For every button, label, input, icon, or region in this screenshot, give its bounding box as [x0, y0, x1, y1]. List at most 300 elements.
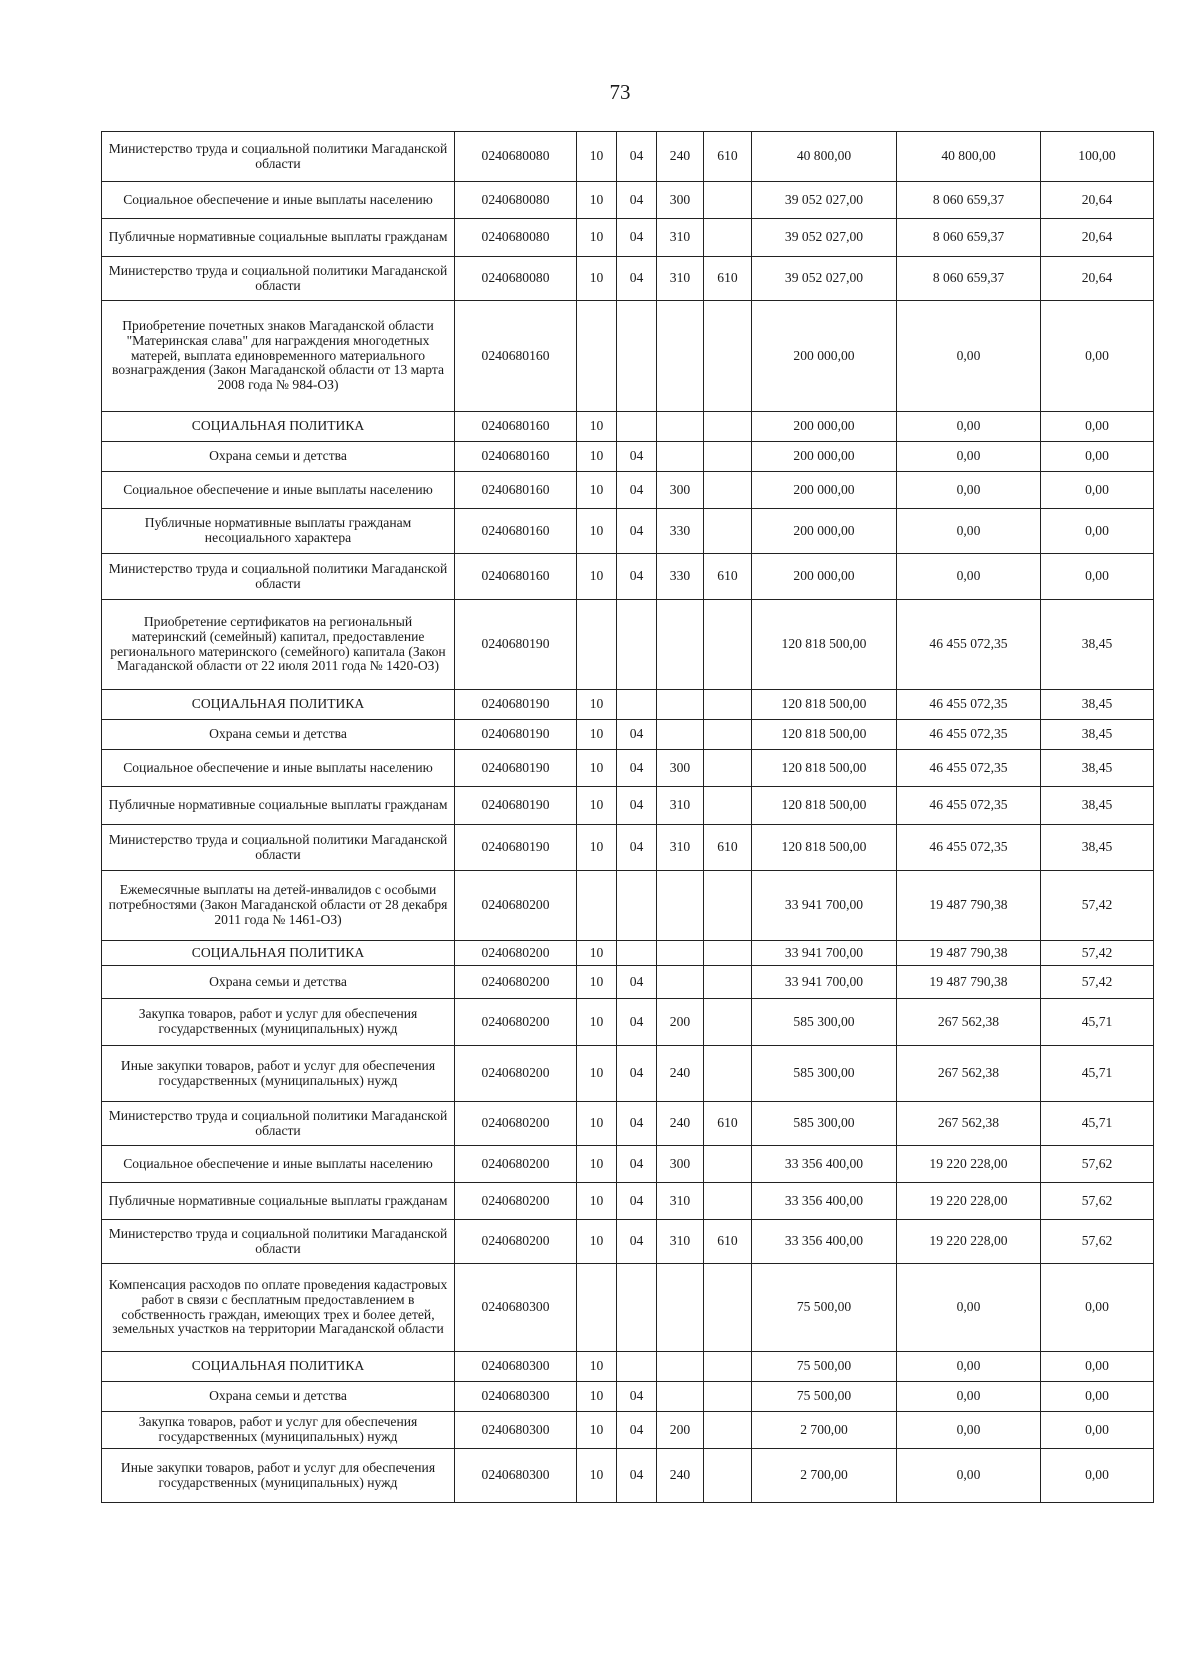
row-plan-amount: 39 052 027,00 — [752, 219, 897, 257]
row-section: 10 — [577, 720, 617, 750]
row-target-code: 0240680200 — [455, 1146, 577, 1183]
row-actual-amount: 8 060 659,37 — [897, 257, 1041, 301]
row-target-code: 0240680200 — [455, 966, 577, 999]
row-section: 10 — [577, 941, 617, 966]
row-section: 10 — [577, 1382, 617, 1412]
row-percent: 57,42 — [1041, 941, 1154, 966]
row-actual-amount: 267 562,38 — [897, 999, 1041, 1046]
row-subsection — [617, 412, 657, 442]
table-row — [102, 472, 1154, 509]
row-expense-type: 300 — [657, 182, 704, 219]
row-actual-amount: 8 060 659,37 — [897, 182, 1041, 219]
row-subsection: 04 — [617, 720, 657, 750]
row-admin-code — [704, 720, 752, 750]
row-admin-code — [704, 1382, 752, 1412]
row-section — [577, 1264, 617, 1352]
row-actual-amount: 46 455 072,35 — [897, 825, 1041, 871]
row-target-code: 0240680200 — [455, 1046, 577, 1102]
row-subsection: 04 — [617, 1412, 657, 1449]
row-plan-amount: 200 000,00 — [752, 442, 897, 472]
row-name: Охрана семьи и детства — [102, 720, 455, 750]
row-admin-code: 610 — [704, 132, 752, 182]
row-admin-code — [704, 999, 752, 1046]
row-plan-amount: 200 000,00 — [752, 472, 897, 509]
row-plan-amount: 200 000,00 — [752, 509, 897, 554]
row-actual-amount: 46 455 072,35 — [897, 720, 1041, 750]
row-section: 10 — [577, 750, 617, 787]
row-plan-amount: 200 000,00 — [752, 554, 897, 600]
row-section: 10 — [577, 787, 617, 825]
row-actual-amount: 46 455 072,35 — [897, 690, 1041, 720]
row-name: Закупка товаров, работ и услуг для обеспечения государственных (муниципальных) нужд — [102, 1412, 455, 1449]
table-row — [102, 412, 1154, 442]
row-target-code: 0240680080 — [455, 132, 577, 182]
table-row — [102, 1183, 1154, 1220]
row-name: Приобретение сертификатов на региональный материнский (семейный) капитал, предоставление регионального материнского (семейного) капитала (Закон Магаданской области от 22 июля 2011 года № 1420-ОЗ) — [102, 600, 455, 690]
row-expense-type: 240 — [657, 1046, 704, 1102]
row-subsection — [617, 690, 657, 720]
row-expense-type: 310 — [657, 825, 704, 871]
row-actual-amount: 0,00 — [897, 1412, 1041, 1449]
row-target-code: 0240680190 — [455, 825, 577, 871]
row-expense-type: 300 — [657, 750, 704, 787]
row-name: Социальное обеспечение и иные выплаты населению — [102, 750, 455, 787]
row-percent: 57,62 — [1041, 1183, 1154, 1220]
row-actual-amount: 19 220 228,00 — [897, 1183, 1041, 1220]
row-plan-amount: 75 500,00 — [752, 1382, 897, 1412]
row-expense-type: 310 — [657, 1220, 704, 1264]
row-subsection: 04 — [617, 182, 657, 219]
row-admin-code — [704, 690, 752, 720]
row-percent: 100,00 — [1041, 132, 1154, 182]
row-subsection: 04 — [617, 509, 657, 554]
row-name: Компенсация расходов по оплате проведения кадастровых работ в связи с бесплатным предоставлением в собственность граждан, имеющих трех и более детей, земельных участков на территории Магаданской области — [102, 1264, 455, 1352]
row-admin-code — [704, 182, 752, 219]
row-target-code: 0240680160 — [455, 509, 577, 554]
row-expense-type: 330 — [657, 554, 704, 600]
row-target-code: 0240680080 — [455, 219, 577, 257]
row-section: 10 — [577, 219, 617, 257]
row-admin-code — [704, 871, 752, 941]
row-name: Охрана семьи и детства — [102, 442, 455, 472]
row-name: Министерство труда и социальной политики Магаданской области — [102, 132, 455, 182]
table-row — [102, 787, 1154, 825]
row-expense-type: 310 — [657, 257, 704, 301]
row-percent: 0,00 — [1041, 1412, 1154, 1449]
row-actual-amount: 0,00 — [897, 472, 1041, 509]
row-subsection: 04 — [617, 999, 657, 1046]
row-admin-code — [704, 509, 752, 554]
row-plan-amount: 33 941 700,00 — [752, 941, 897, 966]
row-subsection: 04 — [617, 1102, 657, 1146]
row-section: 10 — [577, 825, 617, 871]
table-row — [102, 690, 1154, 720]
row-name: Социальное обеспечение и иные выплаты населению — [102, 182, 455, 219]
row-section — [577, 600, 617, 690]
row-percent: 57,42 — [1041, 871, 1154, 941]
row-percent: 0,00 — [1041, 509, 1154, 554]
row-plan-amount: 33 941 700,00 — [752, 966, 897, 999]
table-row — [102, 257, 1154, 301]
row-actual-amount: 19 487 790,38 — [897, 966, 1041, 999]
row-target-code: 0240680300 — [455, 1449, 577, 1503]
row-plan-amount: 120 818 500,00 — [752, 720, 897, 750]
row-section — [577, 301, 617, 412]
row-admin-code — [704, 442, 752, 472]
row-subsection: 04 — [617, 554, 657, 600]
row-percent: 38,45 — [1041, 600, 1154, 690]
row-admin-code: 610 — [704, 1102, 752, 1146]
row-section: 10 — [577, 182, 617, 219]
row-target-code: 0240680200 — [455, 871, 577, 941]
row-section: 10 — [577, 1352, 617, 1382]
row-plan-amount: 120 818 500,00 — [752, 600, 897, 690]
row-subsection: 04 — [617, 787, 657, 825]
row-admin-code — [704, 472, 752, 509]
row-expense-type: 310 — [657, 219, 704, 257]
row-target-code: 0240680160 — [455, 442, 577, 472]
row-target-code: 0240680200 — [455, 1220, 577, 1264]
row-target-code: 0240680160 — [455, 301, 577, 412]
row-admin-code — [704, 1183, 752, 1220]
row-expense-type — [657, 442, 704, 472]
row-actual-amount: 46 455 072,35 — [897, 750, 1041, 787]
row-section: 10 — [577, 1102, 617, 1146]
row-admin-code — [704, 941, 752, 966]
row-plan-amount: 585 300,00 — [752, 999, 897, 1046]
row-target-code: 0240680190 — [455, 720, 577, 750]
row-target-code: 0240680300 — [455, 1352, 577, 1382]
row-name: Публичные нормативные социальные выплаты гражданам — [102, 787, 455, 825]
row-percent: 38,45 — [1041, 690, 1154, 720]
budget-table — [101, 131, 1154, 1503]
row-actual-amount: 0,00 — [897, 301, 1041, 412]
table-row — [102, 941, 1154, 966]
row-percent: 57,42 — [1041, 966, 1154, 999]
row-plan-amount: 39 052 027,00 — [752, 182, 897, 219]
row-percent: 57,62 — [1041, 1146, 1154, 1183]
row-plan-amount: 2 700,00 — [752, 1412, 897, 1449]
row-section: 10 — [577, 1449, 617, 1503]
row-name: Иные закупки товаров, работ и услуг для обеспечения государственных (муниципальных) нужд — [102, 1449, 455, 1503]
row-subsection: 04 — [617, 257, 657, 301]
row-target-code: 0240680200 — [455, 1183, 577, 1220]
row-actual-amount: 0,00 — [897, 412, 1041, 442]
table-row — [102, 132, 1154, 182]
row-name: Министерство труда и социальной политики Магаданской области — [102, 257, 455, 301]
row-name: Министерство труда и социальной политики Магаданской области — [102, 1102, 455, 1146]
row-subsection: 04 — [617, 132, 657, 182]
row-subsection — [617, 301, 657, 412]
row-subsection: 04 — [617, 966, 657, 999]
row-subsection: 04 — [617, 1220, 657, 1264]
row-percent: 0,00 — [1041, 554, 1154, 600]
row-plan-amount: 2 700,00 — [752, 1449, 897, 1503]
row-expense-type: 240 — [657, 1449, 704, 1503]
row-section: 10 — [577, 1046, 617, 1102]
row-plan-amount: 75 500,00 — [752, 1352, 897, 1382]
row-actual-amount: 19 220 228,00 — [897, 1146, 1041, 1183]
row-percent: 0,00 — [1041, 1382, 1154, 1412]
table-row — [102, 1412, 1154, 1449]
row-name: Закупка товаров, работ и услуг для обеспечения государственных (муниципальных) нужд — [102, 999, 455, 1046]
row-plan-amount: 40 800,00 — [752, 132, 897, 182]
row-admin-code — [704, 750, 752, 787]
row-percent: 20,64 — [1041, 219, 1154, 257]
row-admin-code — [704, 1046, 752, 1102]
table-row — [102, 999, 1154, 1046]
row-admin-code — [704, 412, 752, 442]
row-admin-code: 610 — [704, 1220, 752, 1264]
table-row — [102, 720, 1154, 750]
row-name: Ежемесячные выплаты на детей-инвалидов с особыми потребностями (Закон Магаданской области от 28 декабря 2011 года № 1461-ОЗ) — [102, 871, 455, 941]
row-target-code: 0240680200 — [455, 999, 577, 1046]
row-name: Министерство труда и социальной политики Магаданской области — [102, 1220, 455, 1264]
row-plan-amount: 120 818 500,00 — [752, 750, 897, 787]
row-admin-code — [704, 787, 752, 825]
row-expense-type: 240 — [657, 1102, 704, 1146]
row-actual-amount: 0,00 — [897, 509, 1041, 554]
row-percent: 0,00 — [1041, 1264, 1154, 1352]
row-target-code: 0240680080 — [455, 257, 577, 301]
row-name: Министерство труда и социальной политики Магаданской области — [102, 554, 455, 600]
row-subsection — [617, 941, 657, 966]
row-section: 10 — [577, 509, 617, 554]
row-expense-type — [657, 412, 704, 442]
row-section: 10 — [577, 1412, 617, 1449]
table-row — [102, 750, 1154, 787]
row-expense-type — [657, 966, 704, 999]
row-section: 10 — [577, 257, 617, 301]
row-admin-code — [704, 600, 752, 690]
row-section: 10 — [577, 412, 617, 442]
row-name: СОЦИАЛЬНАЯ ПОЛИТИКА — [102, 412, 455, 442]
table-row — [102, 301, 1154, 412]
row-expense-type — [657, 301, 704, 412]
row-expense-type — [657, 871, 704, 941]
row-percent: 0,00 — [1041, 412, 1154, 442]
row-plan-amount: 585 300,00 — [752, 1046, 897, 1102]
table-row — [102, 509, 1154, 554]
table-row — [102, 1352, 1154, 1382]
table-row — [102, 1046, 1154, 1102]
row-expense-type: 310 — [657, 1183, 704, 1220]
row-section: 10 — [577, 1146, 617, 1183]
row-target-code: 0240680300 — [455, 1412, 577, 1449]
row-expense-type: 240 — [657, 132, 704, 182]
table-body — [102, 132, 1154, 1503]
row-expense-type: 330 — [657, 509, 704, 554]
row-expense-type: 300 — [657, 472, 704, 509]
row-percent: 0,00 — [1041, 1352, 1154, 1382]
row-admin-code: 610 — [704, 554, 752, 600]
row-admin-code — [704, 219, 752, 257]
row-target-code: 0240680160 — [455, 412, 577, 442]
row-expense-type — [657, 941, 704, 966]
row-expense-type: 310 — [657, 787, 704, 825]
table-row — [102, 182, 1154, 219]
row-target-code: 0240680080 — [455, 182, 577, 219]
row-subsection: 04 — [617, 219, 657, 257]
row-actual-amount: 8 060 659,37 — [897, 219, 1041, 257]
row-percent: 20,64 — [1041, 257, 1154, 301]
row-section: 10 — [577, 472, 617, 509]
row-subsection: 04 — [617, 1449, 657, 1503]
table-row — [102, 1449, 1154, 1503]
row-percent: 38,45 — [1041, 825, 1154, 871]
row-name: Публичные нормативные социальные выплаты гражданам — [102, 219, 455, 257]
row-subsection: 04 — [617, 472, 657, 509]
row-subsection: 04 — [617, 1183, 657, 1220]
row-plan-amount: 33 941 700,00 — [752, 871, 897, 941]
table-row — [102, 219, 1154, 257]
row-actual-amount: 0,00 — [897, 442, 1041, 472]
row-subsection: 04 — [617, 1146, 657, 1183]
row-target-code: 0240680200 — [455, 941, 577, 966]
row-expense-type — [657, 690, 704, 720]
row-section: 10 — [577, 966, 617, 999]
row-plan-amount: 200 000,00 — [752, 301, 897, 412]
row-subsection — [617, 871, 657, 941]
table-row — [102, 600, 1154, 690]
row-name: Охрана семьи и детства — [102, 966, 455, 999]
row-percent: 0,00 — [1041, 442, 1154, 472]
row-section: 10 — [577, 690, 617, 720]
table-row — [102, 554, 1154, 600]
row-actual-amount: 46 455 072,35 — [897, 787, 1041, 825]
table-row — [102, 1382, 1154, 1412]
row-target-code: 0240680160 — [455, 472, 577, 509]
table-row — [102, 442, 1154, 472]
row-expense-type: 200 — [657, 999, 704, 1046]
row-section: 10 — [577, 554, 617, 600]
row-actual-amount: 0,00 — [897, 1352, 1041, 1382]
row-subsection: 04 — [617, 825, 657, 871]
row-expense-type — [657, 1264, 704, 1352]
row-subsection: 04 — [617, 750, 657, 787]
row-name: СОЦИАЛЬНАЯ ПОЛИТИКА — [102, 1352, 455, 1382]
row-admin-code — [704, 1146, 752, 1183]
row-name: СОЦИАЛЬНАЯ ПОЛИТИКА — [102, 941, 455, 966]
row-subsection — [617, 1352, 657, 1382]
row-target-code: 0240680190 — [455, 600, 577, 690]
row-target-code: 0240680190 — [455, 787, 577, 825]
row-admin-code — [704, 1352, 752, 1382]
row-name: Министерство труда и социальной политики Магаданской области — [102, 825, 455, 871]
row-expense-type — [657, 1382, 704, 1412]
row-section: 10 — [577, 132, 617, 182]
row-expense-type — [657, 600, 704, 690]
row-subsection: 04 — [617, 1046, 657, 1102]
row-plan-amount: 585 300,00 — [752, 1102, 897, 1146]
row-percent: 38,45 — [1041, 750, 1154, 787]
row-percent: 0,00 — [1041, 472, 1154, 509]
row-admin-code — [704, 966, 752, 999]
row-percent: 57,62 — [1041, 1220, 1154, 1264]
table-row — [102, 1264, 1154, 1352]
row-plan-amount: 120 818 500,00 — [752, 825, 897, 871]
row-actual-amount: 0,00 — [897, 1382, 1041, 1412]
row-section — [577, 871, 617, 941]
row-percent: 45,71 — [1041, 999, 1154, 1046]
row-section: 10 — [577, 1220, 617, 1264]
row-target-code: 0240680190 — [455, 690, 577, 720]
row-target-code: 0240680190 — [455, 750, 577, 787]
table-row — [102, 966, 1154, 999]
row-plan-amount: 120 818 500,00 — [752, 690, 897, 720]
row-subsection — [617, 1264, 657, 1352]
row-plan-amount: 75 500,00 — [752, 1264, 897, 1352]
row-percent: 0,00 — [1041, 1449, 1154, 1503]
row-target-code: 0240680160 — [455, 554, 577, 600]
row-admin-code: 610 — [704, 825, 752, 871]
row-admin-code — [704, 1449, 752, 1503]
row-expense-type: 300 — [657, 1146, 704, 1183]
row-plan-amount: 39 052 027,00 — [752, 257, 897, 301]
row-plan-amount: 33 356 400,00 — [752, 1183, 897, 1220]
row-percent: 0,00 — [1041, 301, 1154, 412]
row-percent: 45,71 — [1041, 1102, 1154, 1146]
row-percent: 38,45 — [1041, 720, 1154, 750]
row-expense-type — [657, 720, 704, 750]
row-section: 10 — [577, 442, 617, 472]
row-section: 10 — [577, 1183, 617, 1220]
table-row — [102, 871, 1154, 941]
row-actual-amount: 46 455 072,35 — [897, 600, 1041, 690]
row-admin-code — [704, 301, 752, 412]
row-actual-amount: 0,00 — [897, 1264, 1041, 1352]
row-expense-type — [657, 1352, 704, 1382]
row-actual-amount: 0,00 — [897, 554, 1041, 600]
row-name: Иные закупки товаров, работ и услуг для обеспечения государственных (муниципальных) нужд — [102, 1046, 455, 1102]
row-admin-code: 610 — [704, 257, 752, 301]
row-actual-amount: 19 487 790,38 — [897, 871, 1041, 941]
row-actual-amount: 267 562,38 — [897, 1046, 1041, 1102]
row-section: 10 — [577, 999, 617, 1046]
row-expense-type: 200 — [657, 1412, 704, 1449]
row-subsection: 04 — [617, 442, 657, 472]
row-actual-amount: 267 562,38 — [897, 1102, 1041, 1146]
row-target-code: 0240680200 — [455, 1102, 577, 1146]
row-actual-amount: 0,00 — [897, 1449, 1041, 1503]
row-name: Публичные нормативные выплаты гражданам несоциального характера — [102, 509, 455, 554]
table-row — [102, 1146, 1154, 1183]
row-name: Публичные нормативные социальные выплаты гражданам — [102, 1183, 455, 1220]
row-actual-amount: 19 220 228,00 — [897, 1220, 1041, 1264]
row-actual-amount: 40 800,00 — [897, 132, 1041, 182]
row-admin-code — [704, 1264, 752, 1352]
row-plan-amount: 200 000,00 — [752, 412, 897, 442]
row-plan-amount: 120 818 500,00 — [752, 787, 897, 825]
row-subsection — [617, 600, 657, 690]
row-actual-amount: 19 487 790,38 — [897, 941, 1041, 966]
row-plan-amount: 33 356 400,00 — [752, 1220, 897, 1264]
row-percent: 38,45 — [1041, 787, 1154, 825]
row-name: Социальное обеспечение и иные выплаты населению — [102, 472, 455, 509]
row-target-code: 0240680300 — [455, 1264, 577, 1352]
table-row — [102, 1102, 1154, 1146]
row-name: Приобретение почетных знаков Магаданской области "Материнская слава" для награждения многодетных матерей, выплата единовременного материального вознаграждения (Закон Магаданской области от 13 марта 2008 года № 984-ОЗ) — [102, 301, 455, 412]
table-row — [102, 825, 1154, 871]
row-admin-code — [704, 1412, 752, 1449]
row-subsection: 04 — [617, 1382, 657, 1412]
row-name: Охрана семьи и детства — [102, 1382, 455, 1412]
row-name: СОЦИАЛЬНАЯ ПОЛИТИКА — [102, 690, 455, 720]
row-name: Социальное обеспечение и иные выплаты населению — [102, 1146, 455, 1183]
page-number: 73 — [609, 80, 631, 104]
table-row — [102, 1220, 1154, 1264]
row-percent: 20,64 — [1041, 182, 1154, 219]
